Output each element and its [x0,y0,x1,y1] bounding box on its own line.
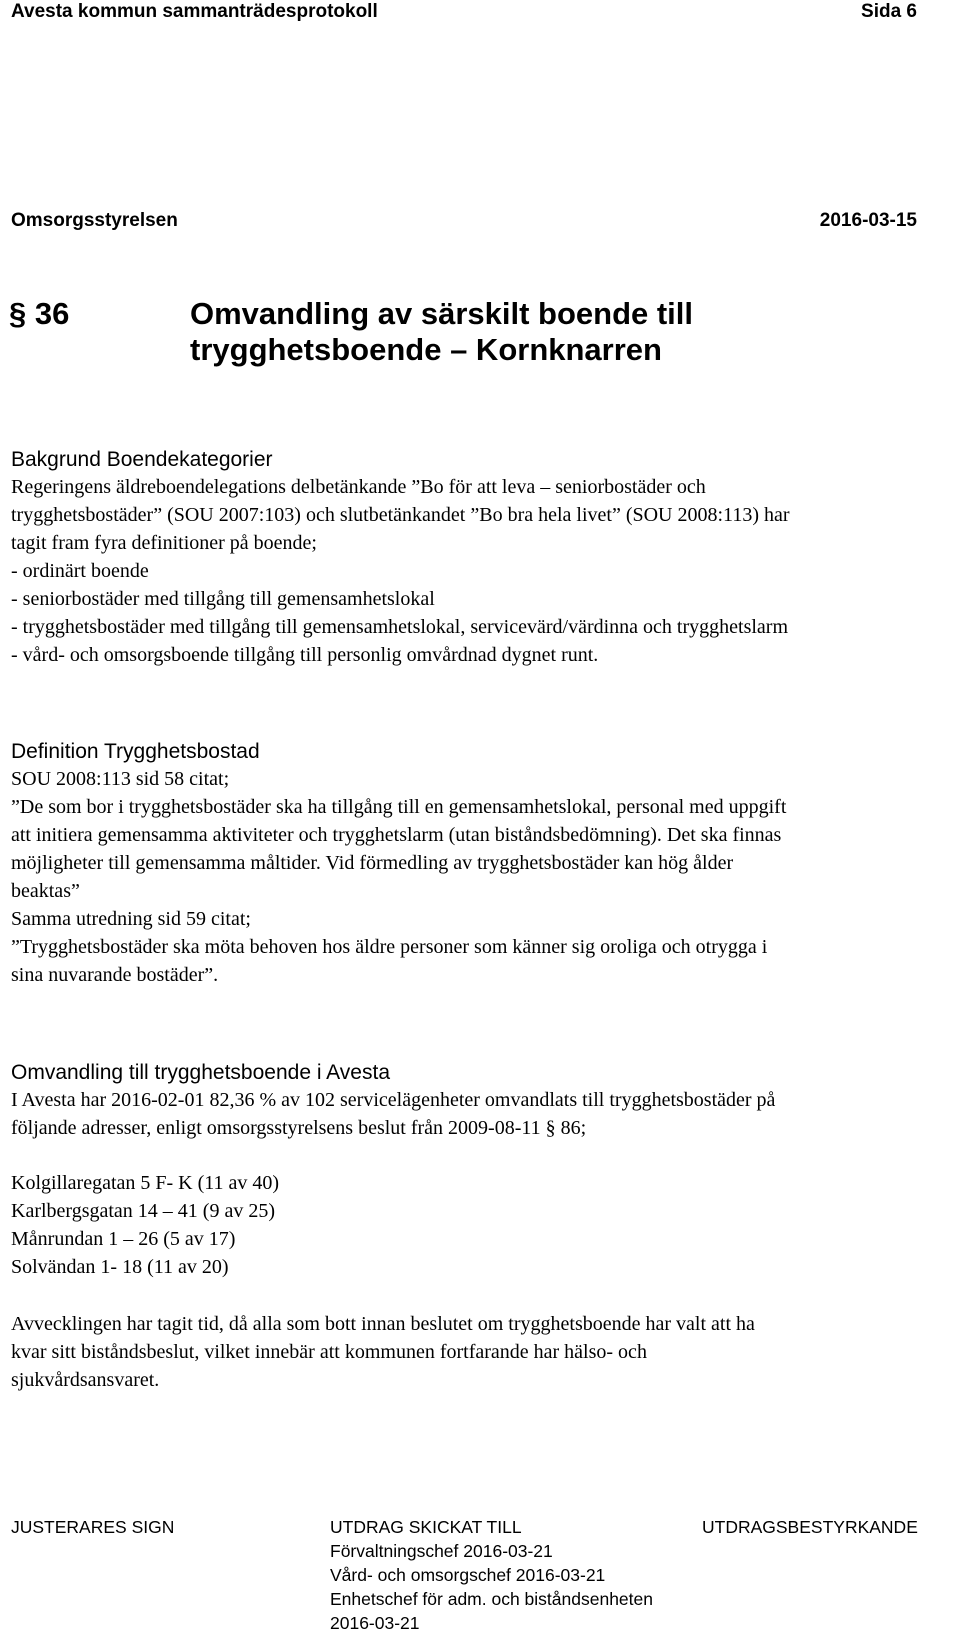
list-item: - seniorbostäder med tillgång till gemensamhetslokal [11,588,435,610]
footer-utdrag [330,1515,653,1635]
footer-recipient: Förvaltningschef 2016-03-21 [330,1541,553,1561]
text-line: tagit fram fyra definitioner på boende; [11,532,317,554]
list-item: - ordinärt boende [11,560,149,582]
address-item: Solvändan 1- 18 (11 av 20) [11,1256,229,1278]
section-title-line: trygghetsboende – Kornknarren [190,332,662,367]
section-title [190,296,693,368]
meeting-date: 2016-03-15 [819,210,917,231]
heading-definition: Definition Trygghetsbostad [11,740,260,763]
text-line: följande adresser, enligt omsorgsstyrelsens beslut från 2009-08-11 § 86; [11,1117,587,1139]
document-title: Avesta kommun sammanträdesprotokoll [11,1,378,22]
definition-text [11,765,786,989]
text-line: kvar sitt biståndsbeslut, vilket innebär att kommunen fortfarande har hälso- och [11,1341,647,1363]
footer-recipient: Enhetschef för adm. och biståndsenheten [330,1589,653,1609]
text-line: trygghetsbostäder” (SOU 2007:103) och slutbetänkandet ”Bo bra hela livet” (SOU 2008:113) har [11,504,790,526]
footer-recipient: 2016-03-21 [330,1613,420,1633]
section-number: § 36 [9,296,70,331]
text-line: sina nuvarande bostäder”. [11,964,219,986]
text-line: att initiera gemensamma aktiviteter och trygghetslarm (utan biståndsbedömning). Det ska finnas [11,824,782,846]
footer-bestyrkande: UTDRAGSBESTYRKANDE [702,1517,918,1537]
footer-utdrag-label: UTDRAG SKICKAT TILL [330,1517,522,1537]
text-line: SOU 2008:113 sid 58 citat; [11,768,230,790]
bakgrund-text [11,473,790,669]
heading-omvandling: Omvandling till trygghetsboende i Avesta [11,1061,391,1084]
footer-recipient: Vård- och omsorgschef 2016-03-21 [330,1565,606,1585]
text-line: ”De som bor i trygghetsbostäder ska ha tillgång till en gemensamhetslokal, personal med uppgift [11,796,787,818]
page-number: Sida 6 [861,1,917,22]
section-title-line: Omvandling av särskilt boende till [190,296,694,331]
text-line: I Avesta har 2016-02-01 82,36 % av 102 servicelägenheter omvandlats till trygghetsbostäder på [11,1089,776,1111]
committee-name: Omsorgsstyrelsen [11,210,178,231]
address-item: Kolgillaregatan 5 F- K (11 av 40) [11,1172,280,1194]
text-line: Samma utredning sid 59 citat; [11,908,251,930]
address-list [11,1169,279,1281]
text-line: Avvecklingen har tagit tid, då alla som bott innan beslutet om trygghetsboende har valt att ha [11,1313,755,1335]
text-line: sjukvårdsansvaret. [11,1369,160,1391]
footer-justerares: JUSTERARES SIGN [11,1517,175,1537]
omvandling-closing [11,1310,755,1394]
text-line: Regeringens äldreboendelegations delbetänkande ”Bo för att leva – seniorbostäder och [11,476,706,498]
address-item: Karlbergsgatan 14 – 41 (9 av 25) [11,1200,276,1222]
list-item: - trygghetsbostäder med tillgång till gemensamhetslokal, servicevärd/värdinna och trygghetslarm [11,616,789,638]
address-item: Månrundan 1 – 26 (5 av 17) [11,1228,236,1250]
omvandling-intro [11,1086,775,1142]
list-item: - vård- och omsorgsboende tillgång till personlig omvårdnad dygnet runt. [11,644,599,666]
text-line: möjligheter till gemensamma måltider. Vid förmedling av trygghetsbostäder kan hög ålder [11,852,734,874]
text-line: ”Trygghetsbostäder ska möta behoven hos äldre personer som känner sig oroliga och otrygga i [11,936,768,958]
text-line: beaktas” [11,880,80,902]
heading-bakgrund: Bakgrund Boendekategorier [11,448,273,471]
